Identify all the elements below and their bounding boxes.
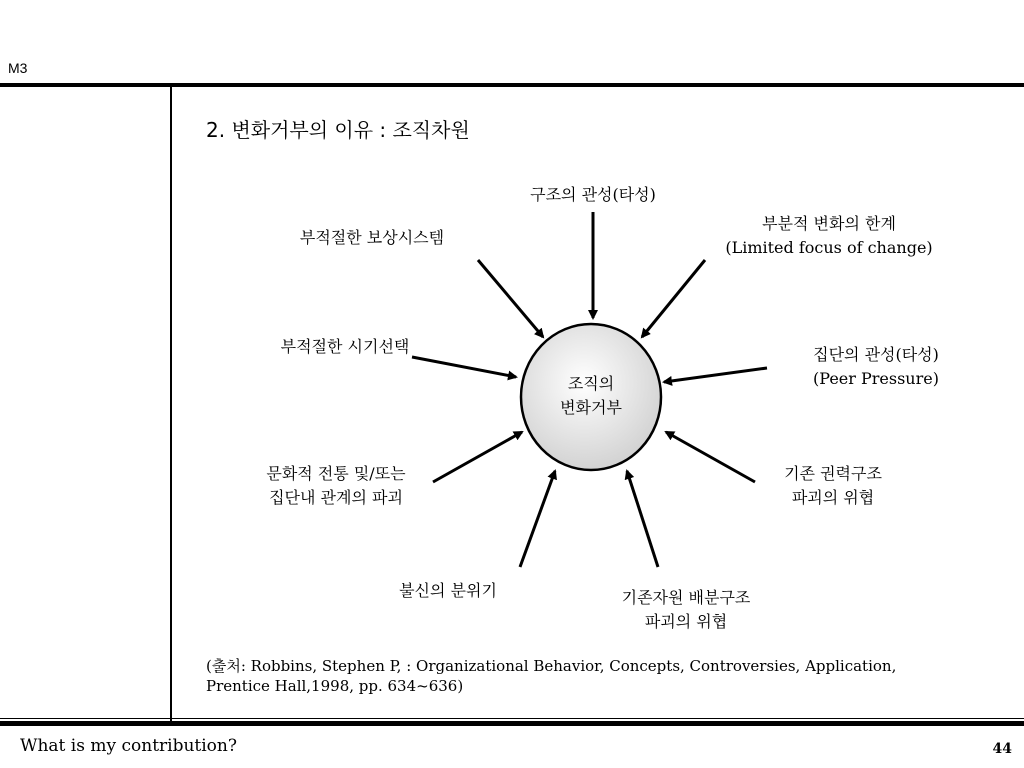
source-note-line2: Prentice Hall,1998, pp. 634~636) xyxy=(206,677,464,695)
label-group-inertia-line1: 집단의 관성(타성) xyxy=(813,345,939,364)
label-distrust xyxy=(348,579,548,603)
label-power-structure-line2: 파괴의 위협 xyxy=(791,488,875,507)
label-structural-inertia xyxy=(493,183,693,207)
arrow-culture xyxy=(433,432,522,482)
label-group-inertia xyxy=(766,343,986,391)
arrow-resource-allocation xyxy=(627,471,658,567)
label-reward-system-line1: 부적절한 보상시스템 xyxy=(299,228,445,247)
slide-title: 2. 변화거부의 이유 : 조직차원 xyxy=(206,118,470,142)
label-resource-allocation-line1: 기존자원 배분구조 xyxy=(621,588,751,607)
label-power-structure-line1: 기존 권력구조 xyxy=(784,464,882,483)
label-reward-system xyxy=(262,226,482,250)
arrow-timing xyxy=(412,357,516,377)
label-culture xyxy=(226,462,446,510)
label-distrust-line1: 불신의 분위기 xyxy=(399,581,497,600)
label-limited-focus-line2: (Limited focus of change) xyxy=(725,238,933,257)
source-note xyxy=(206,656,986,696)
center-label-line2: 변화거부 xyxy=(560,398,622,417)
label-culture-line2: 집단내 관계의 파괴 xyxy=(269,488,403,507)
label-culture-line1: 문화적 전통 및/또는 xyxy=(266,464,406,483)
label-timing xyxy=(245,335,445,359)
arrow-limited-focus xyxy=(642,260,705,337)
arrow-group-inertia xyxy=(664,368,767,382)
footer-question: What is my contribution? xyxy=(20,736,237,756)
label-resource-allocation-line2: 파괴의 위협 xyxy=(644,612,728,631)
label-limited-focus xyxy=(684,212,974,260)
label-resource-allocation xyxy=(576,586,796,634)
page-number: 44 xyxy=(992,741,1012,757)
label-power-structure xyxy=(733,462,933,510)
label-group-inertia-line2: (Peer Pressure) xyxy=(813,369,939,388)
label-limited-focus-line1: 부분적 변화의 한계 xyxy=(762,214,896,233)
arrow-distrust xyxy=(520,471,555,567)
source-note-line1: (출처: Robbins, Stephen P, : Organizational Behavior, Concepts, Controversies, Application, xyxy=(206,657,897,675)
center-label xyxy=(521,372,661,420)
slide-tag: M3 xyxy=(8,60,28,76)
label-structural-inertia-line1: 구조의 관성(타성) xyxy=(530,185,656,204)
arrow-reward-system xyxy=(478,260,543,337)
center-label-line1: 조직의 xyxy=(567,374,615,393)
label-timing-line1: 부적절한 시기선택 xyxy=(280,337,410,356)
